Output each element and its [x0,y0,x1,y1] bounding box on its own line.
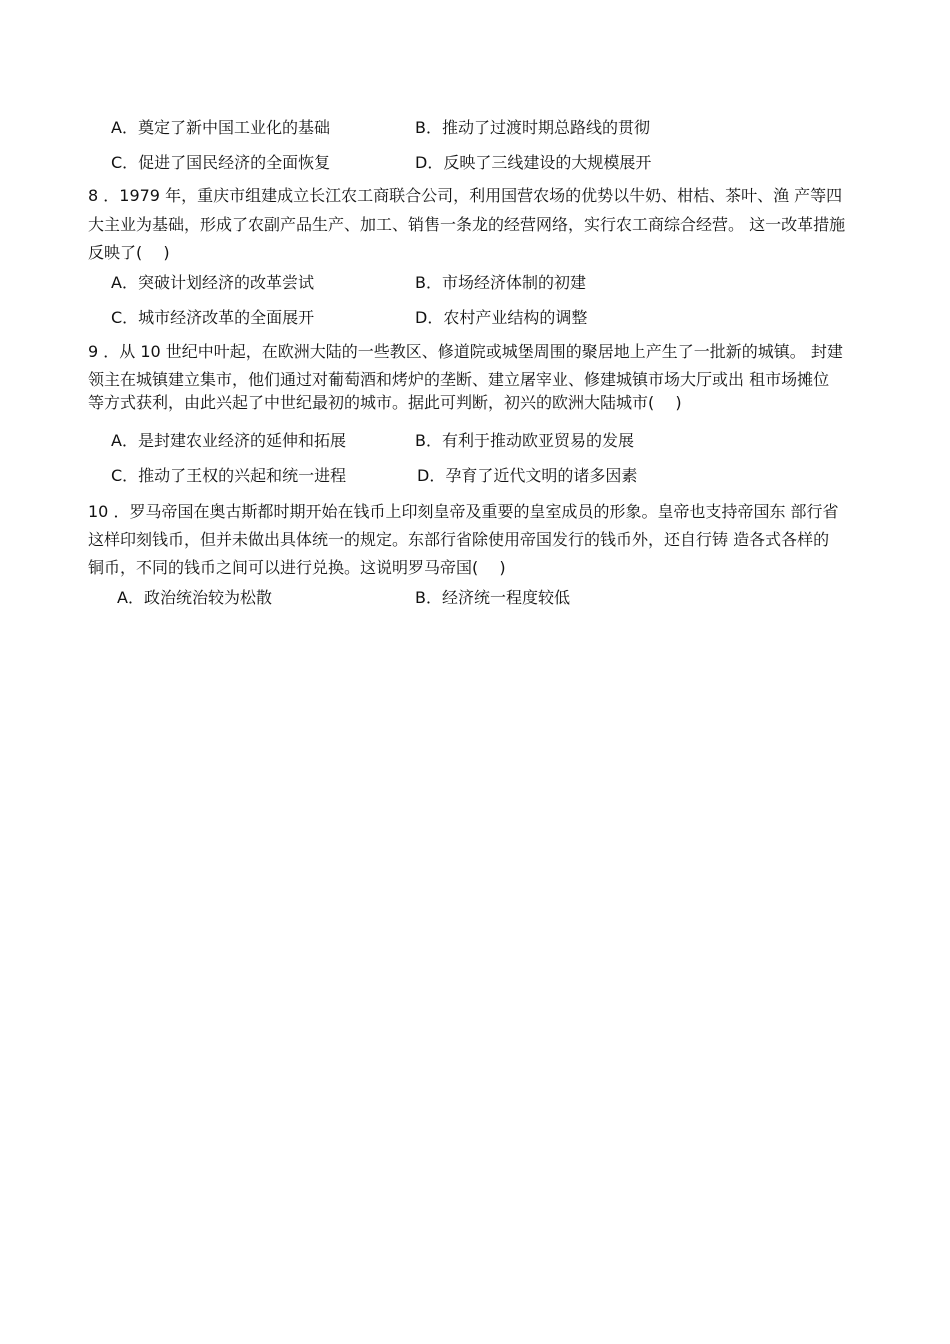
q9-stem-line-3: 等方式获利，由此兴起了中世纪最初的城市。据此可判断，初兴的欧洲大陆城市( ) [88,393,682,412]
q9-stem-line-1: 9 ．从 10 世纪中叶起，在欧洲大陆的一些教区、修道院或城堡周围的聚居地上产生了一批新的城镇。 封建 [88,342,843,361]
q9-stem-line-2: 领主在城镇建立集市，他们通过对葡萄酒和烤炉的垄断、建立屠宰业、修建城镇市场大厅或出 租市场摊位 [88,370,830,389]
q9-option-b: B．有利于推动欧亚贸易的发展 [415,431,634,450]
q10-option-a: A．政治统治较为松散 [117,588,272,607]
q8-stem-line-3: 反映了( ) [88,243,170,262]
q8-option-a: A．突破计划经济的改革尝试 [111,273,314,292]
q8-stem-line-2: 大主业为基础，形成了农副产品生产、加工、销售一条龙的经营网络，实行农工商综合经营。 这一改革措施 [88,215,846,234]
q8-stem-line-1: 8 ．1979 年，重庆市组建成立长江农工商联合公司，利用国营农场的优势以牛奶、柑桔、茶叶、渔 产等四 [88,186,843,205]
q10-stem-line-2: 这样印刻钱币，但并未做出具体统一的规定。东部行省除使用帝国发行的钱币外，还自行铸 造各式各样的 [88,530,830,549]
q10-stem-line-1: 10 ．罗马帝国在奥古斯都时期开始在钱币上印刻皇帝及重要的皇室成员的形象。皇帝也支持帝国东 部行省 [88,502,839,521]
q7-option-b: B．推动了过渡时期总路线的贯彻 [415,118,650,137]
q10-option-b: B．经济统一程度较低 [415,588,570,607]
q7-option-d: D．反映了三线建设的大规模展开 [415,153,652,172]
q8-option-d: D．农村产业结构的调整 [415,308,588,327]
q9-option-a: A．是封建农业经济的延伸和拓展 [111,431,346,450]
q8-option-b: B．市场经济体制的初建 [415,273,586,292]
q7-option-c: C．促进了国民经济的全面恢复 [111,153,331,172]
q7-option-a: A．奠定了新中国工业化的基础 [111,118,330,137]
q8-option-c: C．城市经济改革的全面展开 [111,308,315,327]
q9-option-d: D．孕育了近代文明的诸多因素 [417,466,638,485]
q10-stem-line-3: 铜币，不同的钱币之间可以进行兑换。这说明罗马帝国( ) [88,558,506,577]
q9-option-c: C．推动了王权的兴起和统一进程 [111,466,347,485]
